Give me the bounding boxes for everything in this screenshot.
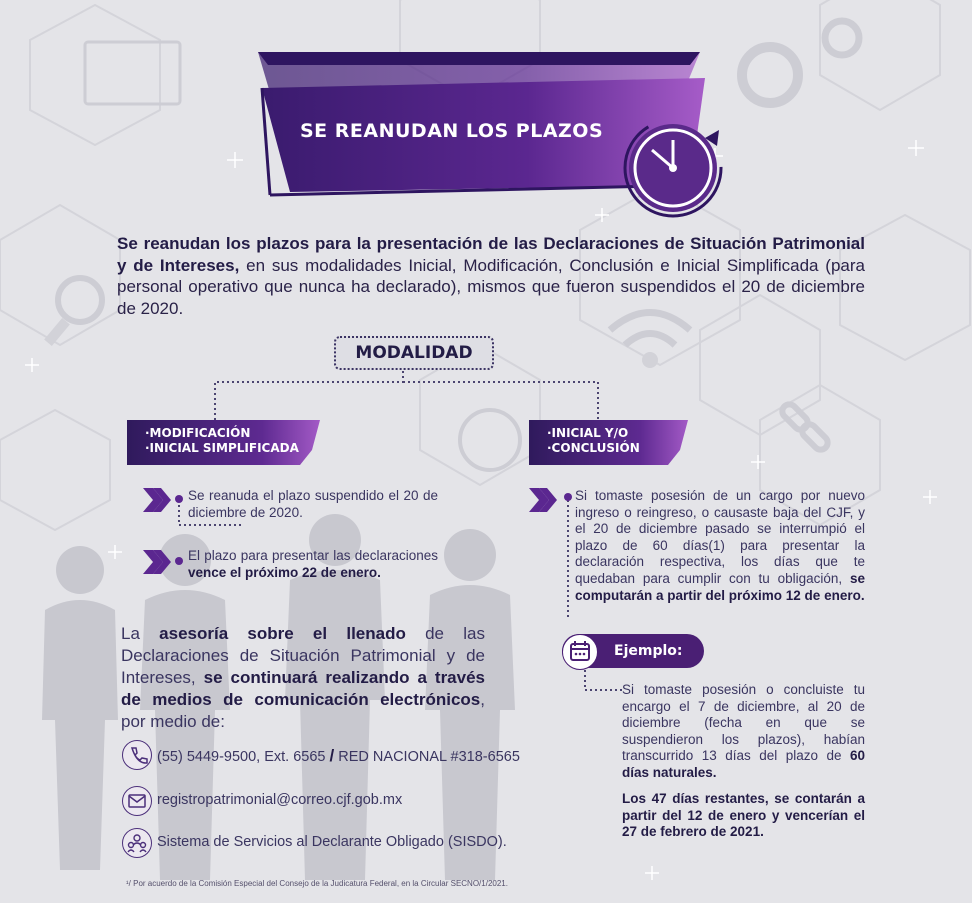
left-item-1: Se reanuda el plazo suspendido el 20 de diciembre de 2020.	[188, 488, 438, 520]
ribbon-modificacion	[127, 420, 317, 464]
ribbon-line: ·MODIFICACIÓN	[145, 426, 251, 440]
ejemplo-badge: Ejemplo:	[562, 634, 704, 668]
contact-email: registropatrimonial@correo.cjf.gob.mx	[157, 792, 403, 808]
intro-paragraph: Se reanudan los plazos para la presentación de las Declaraciones de Situación Patrimonial y de Intereses, en sus modalidades Inicial, Modificación, Conclusión e Inicial Simplificada (para personal operativo que nunca ha declarado), mismos que fueron suspendidos el 20 de diciembre de 2020.	[117, 234, 865, 318]
calendar-icon	[562, 634, 598, 670]
footnote: ¹/ Por acuerdo de la Comisión Especial del Consejo de la Judicatura Federal, en la Circular SECNO/1/2021.	[126, 879, 508, 888]
page-title: SE REANUDAN LOS PLAZOS	[300, 120, 604, 142]
ribbon-inicial	[529, 420, 687, 464]
ribbon-line: ·INICIAL Y/O	[547, 426, 629, 440]
ribbon-line: ·CONCLUSIÓN	[547, 441, 640, 455]
modalidad-label: MODALIDAD	[334, 336, 494, 370]
right-item: Si tomaste posesión de un cargo por nuevo ingreso o reingreso, o causaste baja del CJF, y el 20 de diciembre pasado se interrumpió el plazo de 60 días(1) para presentar la declaración respectiva, los días que te quedaban para cumplir con tu obligación, se computarán a partir del próximo 12 de enero.	[575, 488, 865, 603]
contact-system: Sistema de Servicios al Declarante Obligado (SISDO).	[157, 834, 507, 850]
ribbon-line: ·INICIAL SIMPLIFICADA	[145, 441, 299, 455]
left-item-2: El plazo para presentar las declaraciones vence el próximo 22 de enero.	[188, 548, 438, 580]
phone-icon	[122, 740, 152, 770]
ejemplo-conclusion: Los 47 días restantes, se contarán a partir del 12 de enero y vencerían el 27 de febrero de 2021.	[622, 791, 865, 840]
ejemplo-text: Si tomaste posesión o concluiste tu encargo el 7 de diciembre, al 20 de diciembre (fecha en que se suspendieron los plazos), habían transcurrido 13 días del plazo de 60 días naturales.	[622, 682, 865, 780]
contact-phone: (55) 5449-9500, Ext. 6565 / RED NACIONAL #318-6565	[157, 746, 520, 765]
asesoria-paragraph: La asesoría sobre el llenado de las Declaraciones de Situación Patrimonial y de Intereses, se continuará realizando a través de medios de comunicación electrónicos, por medio de:	[121, 624, 485, 731]
email-icon	[122, 786, 152, 816]
people-icon	[122, 828, 152, 858]
